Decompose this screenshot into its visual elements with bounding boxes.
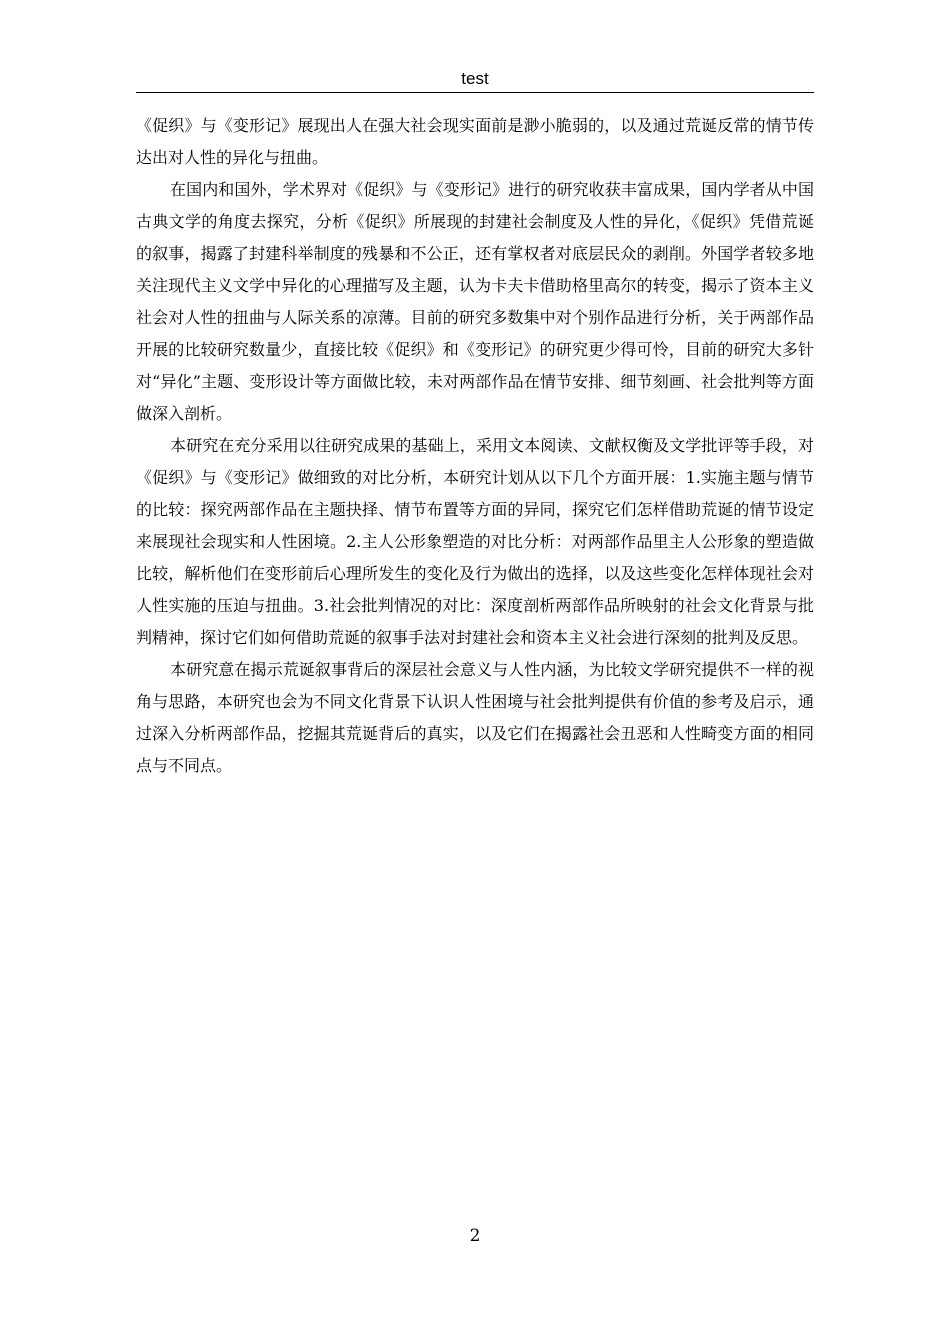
paragraph-research-significance: 本研究意在揭示荒诞叙事背后的深层社会意义与人性内涵，为比较文学研究提供不一样的视角与思路，本研究也会为不同文化背景下认识人性困境与社会批判提供有价值的参考及启示，通过深入分析两部作品，挖掘其荒诞背后的真实，以及它们在揭露社会丑恶和人性畸变方面的相同点与不同点。 — [136, 660, 814, 775]
header-divider — [136, 92, 814, 93]
paragraph-research-plan: 本研究在充分采用以往研究成果的基础上，采用文本阅读、文献权衡及文学批评等手段，对《促织》与《变形记》做细致的对比分析，本研究计划从以下几个方面开展：1.实施主题与情节的比较：探究两部作品在主题抉择、情节布置等方面的异同，探究它们怎样借助荒诞的情节设定来展现社会现实和人性困境。2.主人公形象塑造的对比分析：对两部作品里主人公形象的塑造做比较，解析他们在变形前后心理所发生的变化及行为做出的选择，以及这些变化怎样体现社会对人性实施的压迫与扭曲。3.社会批判情况的对比：深度剖析两部作品所映射的社会文化背景与批判精神，探讨它们如何借助荒诞的叙事手法对封建社会和资本主义社会进行深刻的批判及反思。 — [136, 436, 814, 647]
page-number: 2 — [469, 1226, 481, 1246]
paragraph-continuation: 《促织》与《变形记》展现出人在强大社会现实面前是渺小脆弱的，以及通过荒诞反常的情节传达出对人性的异化与扭曲。 — [136, 116, 814, 167]
running-header: test — [461, 69, 489, 88]
paragraph-research-status: 在国内和国外，学术界对《促织》与《变形记》进行的研究收获丰富成果，国内学者从中国古典文学的角度去探究，分析《促织》所展现的封建社会制度及人性的异化，《促织》凭借荒诞的叙事，揭露了封建科举制度的残暴和不公正，还有掌权者对底层民众的剥削。外国学者较多地关注现代主义文学中异化的心理描写及主题，认为卡夫卡借助格里高尔的转变，揭示了资本主义社会对人性的扭曲与人际关系的凉薄。目前的研究多数集中对个别作品进行分析，关于两部作品开展的比较研究数量少，直接比较《促织》和《变形记》的研究更少得可怜，目前的研究大多针对“异化”主题、变形设计等方面做比较，未对两部作品在情节安排、细节刻画、社会批判等方面做深入剖析。 — [136, 180, 814, 423]
body-text — [136, 110, 814, 782]
